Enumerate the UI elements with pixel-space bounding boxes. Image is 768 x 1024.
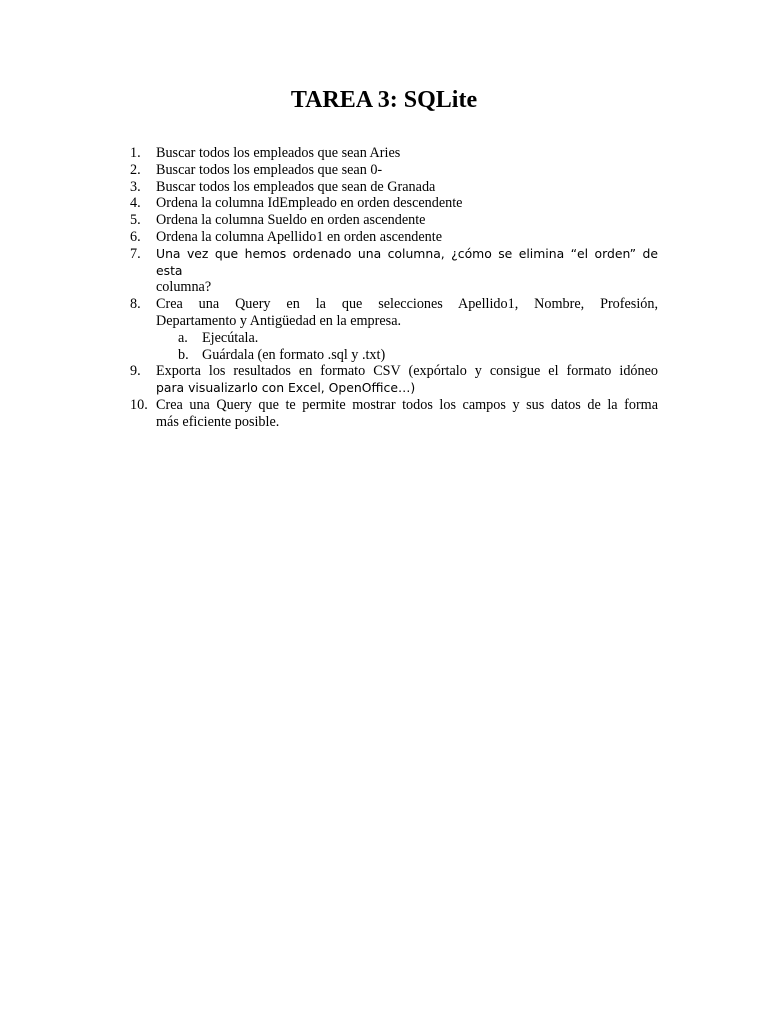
task-text: Ordena la columna Apellido1 en orden ascendente xyxy=(156,228,443,245)
task-text-line-1: Una vez que hemos ordenado una columna, ¿cómo se elimina “el orden” de esta xyxy=(156,245,658,278)
task-item-6 xyxy=(130,229,658,246)
task-item-7 xyxy=(130,246,658,296)
task-item-10 xyxy=(130,397,658,431)
task-text: Buscar todos los empleados que sean Aries xyxy=(156,145,401,161)
task-text: Buscar todos los empleados que sean 0- xyxy=(156,161,383,178)
task-text-line-2: columna? xyxy=(156,279,212,296)
task-text-line-2: Departamento y Antigüedad en la empresa. xyxy=(156,312,402,329)
task-number: 9. xyxy=(130,363,141,380)
task-number: 1. xyxy=(130,145,141,161)
document-title: TAREA 3: SQLite xyxy=(290,87,478,113)
task-text-line-1: Crea una Query en la que selecciones Apellido1, Nombre, Profesión, xyxy=(156,296,658,313)
task-item-1 xyxy=(130,145,658,162)
task-text: Buscar todos los empleados que sean de Granada xyxy=(156,178,436,195)
task-text: Ordena la columna Sueldo en orden ascendente xyxy=(156,212,426,229)
task-text-line-2: para visualizarlo con Excel, OpenOffice…) xyxy=(156,380,416,396)
task-text-line-2: más eficiente posible. xyxy=(156,413,280,430)
sub-item-letter: a. xyxy=(178,329,188,346)
sub-item-text: Ejecútala. xyxy=(202,329,259,346)
sub-item-b xyxy=(156,347,658,364)
task-number: 6. xyxy=(130,228,141,245)
task-number: 8. xyxy=(130,296,141,313)
task-item-4 xyxy=(130,195,658,212)
task-item-8 xyxy=(130,296,658,363)
sub-item-text: Guárdala (en formato .sql y .txt) xyxy=(202,346,386,363)
task-item-5 xyxy=(130,212,658,229)
task-number: 10. xyxy=(130,396,148,413)
task-number: 3. xyxy=(130,178,141,195)
sub-list xyxy=(156,330,658,364)
task-text-line-1: Exporta los resultados en formato CSV (expórtalo y consigue el formato idóneo xyxy=(156,363,658,380)
task-number: 7. xyxy=(130,245,141,262)
task-number: 5. xyxy=(130,212,141,229)
task-list xyxy=(130,145,658,431)
task-item-9 xyxy=(130,363,658,397)
task-item-2 xyxy=(130,162,658,179)
task-number: 4. xyxy=(130,195,141,212)
sub-item-a xyxy=(156,330,658,347)
sub-item-letter: b. xyxy=(178,346,189,363)
task-number: 2. xyxy=(130,161,141,178)
task-item-3 xyxy=(130,179,658,196)
task-text-line-1: Crea una Query que te permite mostrar todos los campos y sus datos de la forma xyxy=(156,396,658,413)
task-text: Ordena la columna IdEmpleado en orden descendente xyxy=(156,195,463,212)
